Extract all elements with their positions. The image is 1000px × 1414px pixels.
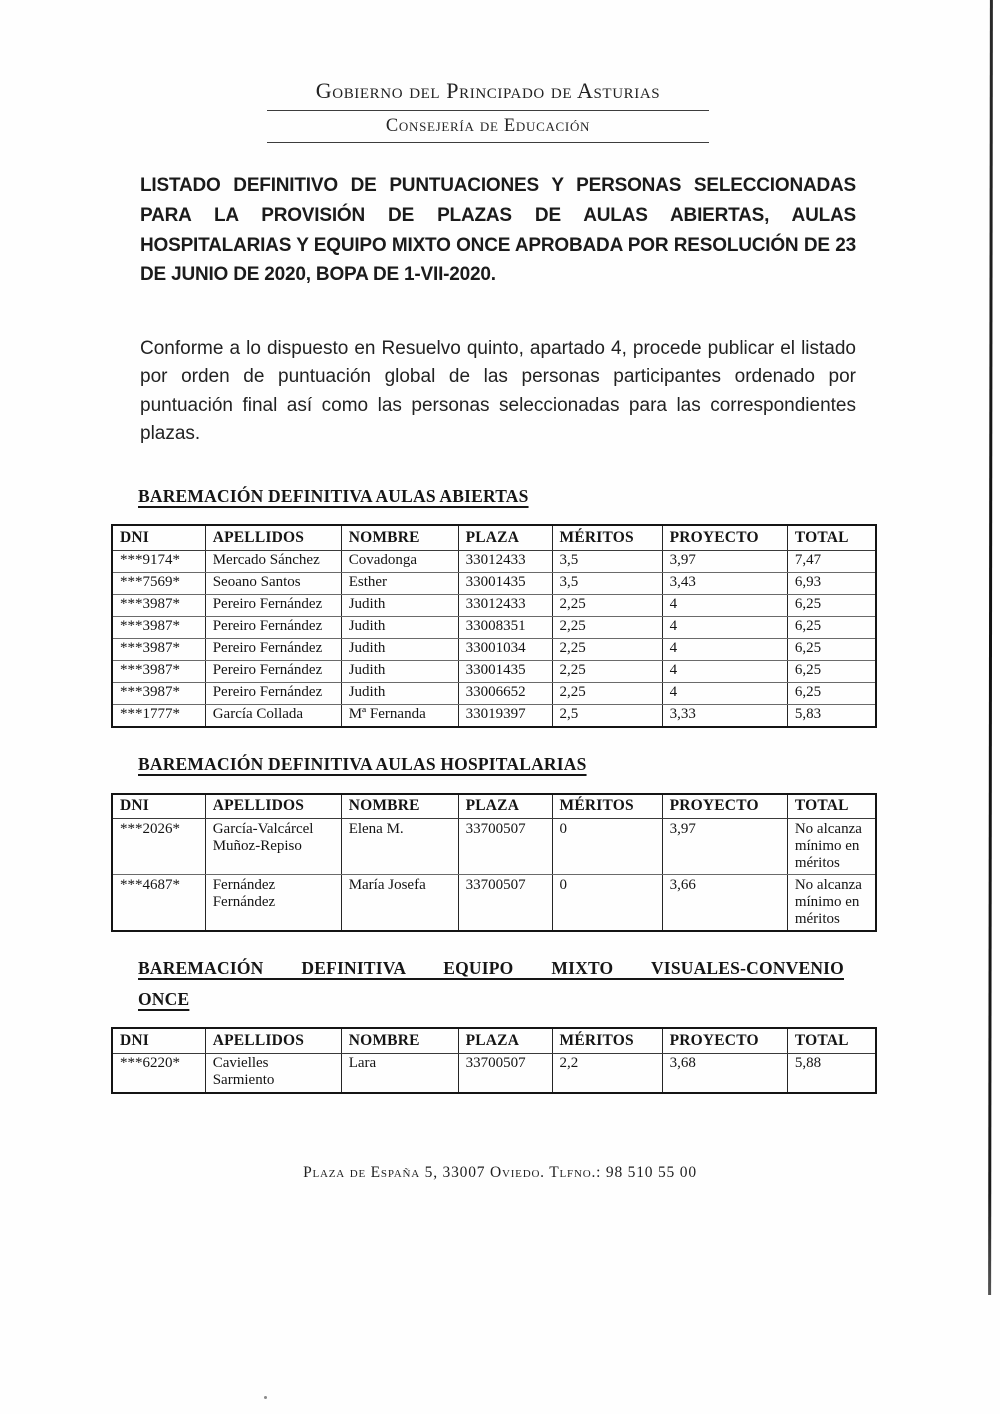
table-cell: ***6220* [112,1053,205,1093]
section-heading-line: ONCE [138,988,190,1009]
table-cell: 6,25 [787,616,876,638]
table-cell: 4 [662,660,787,682]
table-cell: 33001435 [458,660,552,682]
table-cell: 6,25 [787,638,876,660]
table-cell: 7,47 [787,550,876,572]
column-header: NOMBRE [341,1028,458,1053]
table-cell: ***3987* [112,616,205,638]
table-cell: 33700507 [458,819,552,875]
table-cell: ***2026* [112,819,205,875]
column-header: TOTAL [787,1028,876,1053]
table-cell: 6,25 [787,682,876,704]
column-header: PROYECTO [662,1028,787,1053]
table-cell: Esther [341,572,458,594]
table-header-row [112,1028,876,1053]
org-department: Consejería de Educación [385,116,591,136]
table-cell: Cavielles Sarmiento [205,1053,341,1093]
table-cell: 33700507 [458,1053,552,1093]
column-header: MÉRITOS [552,525,662,550]
intro-paragraph: Conforme a lo dispuesto en Resuelvo quinto, apartado 4, procede publicar el listado por orden de puntuación global de las personas participantes ordenado por puntuación final así como las personas seleccionadas para las correspondientes plazas. [140,338,856,444]
table-cell: ***3987* [112,660,205,682]
table-cell: 4 [662,616,787,638]
table-cell: Fernández Fernández [205,875,341,932]
column-header: PLAZA [458,1028,552,1053]
table-cell: 0 [552,875,662,932]
table-cell: Judith [341,616,458,638]
table-cell: Lara [341,1053,458,1093]
table-cell: 3,43 [662,572,787,594]
table-cell: Pereiro Fernández [205,660,341,682]
document-title: LISTADO DEFINITIVO DE PUNTUACIONES Y PERSONAS SELECCIONADAS PARA LA PROVISIÓN DE PLAZAS DE AULAS ABIERTAS, AULAS HOSPITALARIAS Y EQUIPO MIXTO ONCE APROBADA POR RESOLUCIÓN DE 23 DE JUNIO DE 2020, BOPA DE 1-VII-2020. [140,175,856,286]
table-cell: Covadonga [341,550,458,572]
table-cell: Pereiro Fernández [205,682,341,704]
table-cell: Pereiro Fernández [205,594,341,616]
table-cell: María Josefa [341,875,458,932]
table-row [112,660,876,682]
table-cell: 0 [552,819,662,875]
column-header: APELLIDOS [205,1028,341,1053]
letterhead-divider-top [267,110,709,111]
table-row [112,572,876,594]
table-cell: Pereiro Fernández [205,616,341,638]
table-cell: 3,33 [662,704,787,727]
table-cell: 2,25 [552,638,662,660]
table-cell: 2,25 [552,682,662,704]
table-cell: 4 [662,682,787,704]
table-cell: 3,66 [662,875,787,932]
column-header: PLAZA [458,525,552,550]
column-header: DNI [112,1028,205,1053]
table-cell: Judith [341,638,458,660]
column-header: APELLIDOS [205,525,341,550]
table-aulas-hospitalarias [111,793,877,933]
table-cell: 3,5 [552,572,662,594]
table-cell: Seoano Santos [205,572,341,594]
table-cell: 2,5 [552,704,662,727]
table-cell: ***3987* [112,594,205,616]
table-cell: 33012433 [458,550,552,572]
table-header-row [112,525,876,550]
column-header: TOTAL [787,794,876,819]
table-cell: 33001435 [458,572,552,594]
column-header: DNI [112,525,205,550]
column-header: NOMBRE [341,525,458,550]
section-heading-aulas-hospitalarias [138,749,844,780]
table-cell: ***3987* [112,682,205,704]
column-header: NOMBRE [341,794,458,819]
column-header: PROYECTO [662,525,787,550]
table-cell: 4 [662,638,787,660]
table-cell: ***9174* [112,550,205,572]
scan-speck [264,1396,267,1399]
table-row [112,704,876,727]
section-equipo-mixto-once [110,953,1000,1094]
table-cell: 2,25 [552,594,662,616]
letterhead-divider-bottom [267,142,709,143]
section-heading-line: BAREMACIÓN DEFINITIVA EQUIPO MIXTO VISUALES-CONVENIO [138,958,844,978]
section-aulas-hospitalarias [110,749,1000,932]
table-cell: Mercado Sánchez [205,550,341,572]
column-header: MÉRITOS [552,794,662,819]
table-row [112,616,876,638]
table-cell: ***3987* [112,638,205,660]
table-cell: García-Valcárcel Muñoz-Repiso [205,819,341,875]
table-cell: 3,97 [662,819,787,875]
table-row [112,875,876,932]
org-name: Gobierno del Principado de Asturias [315,78,661,103]
table-row [112,638,876,660]
footer-address: Plaza de España 5, 33007 Oviedo. Tlfno.: 98 510 55 00 [303,1163,697,1181]
section-heading-line: BAREMACIÓN DEFINITIVA AULAS HOSPITALARIAS [138,753,587,774]
table-cell: Judith [341,594,458,616]
column-header: DNI [112,794,205,819]
table-cell: 33001034 [458,638,552,660]
table-cell: ***7569* [112,572,205,594]
table-row [112,1053,876,1093]
table-cell: 33019397 [458,704,552,727]
table-cell: Elena M. [341,819,458,875]
table-cell: Judith [341,660,458,682]
table-cell: ***1777* [112,704,205,727]
section-heading-aulas-abiertas [138,481,844,512]
table-row [112,550,876,572]
table-cell: 33012433 [458,594,552,616]
table-cell: Mª Fernanda [341,704,458,727]
table-cell: 2,2 [552,1053,662,1093]
table-cell: 3,97 [662,550,787,572]
column-header: PLAZA [458,794,552,819]
table-cell: 6,25 [787,594,876,616]
table-row [112,594,876,616]
table-cell: 33008351 [458,616,552,638]
table-cell: No alcanza mínimo en méritos [787,819,876,875]
table-cell: 33006652 [458,682,552,704]
section-heading-line: BAREMACIÓN DEFINITIVA AULAS ABIERTAS [138,485,529,506]
table-cell: Pereiro Fernández [205,638,341,660]
column-header: APELLIDOS [205,794,341,819]
table-cell: 5,83 [787,704,876,727]
table-cell: 2,25 [552,616,662,638]
table-cell: 33700507 [458,875,552,932]
table-row [112,682,876,704]
table-cell: 5,88 [787,1053,876,1093]
table-cell: 4 [662,594,787,616]
table-cell: 3,5 [552,550,662,572]
table-cell: ***4687* [112,875,205,932]
table-cell: García Collada [205,704,341,727]
column-header: TOTAL [787,525,876,550]
table-header-row [112,794,876,819]
table-cell: No alcanza mínimo en méritos [787,875,876,932]
table-equipo-mixto-once [111,1027,877,1094]
table-row [112,819,876,875]
column-header: PROYECTO [662,794,787,819]
table-cell: 6,25 [787,660,876,682]
section-heading-equipo-mixto-once [138,953,844,1014]
column-header: MÉRITOS [552,1028,662,1053]
section-aulas-abiertas [110,481,1000,728]
table-cell: 3,68 [662,1053,787,1093]
table-aulas-abiertas [111,524,877,728]
table-cell: 6,93 [787,572,876,594]
table-cell: 2,25 [552,660,662,682]
document-body [0,171,1000,1094]
table-cell: Judith [341,682,458,704]
letterhead [267,78,709,143]
